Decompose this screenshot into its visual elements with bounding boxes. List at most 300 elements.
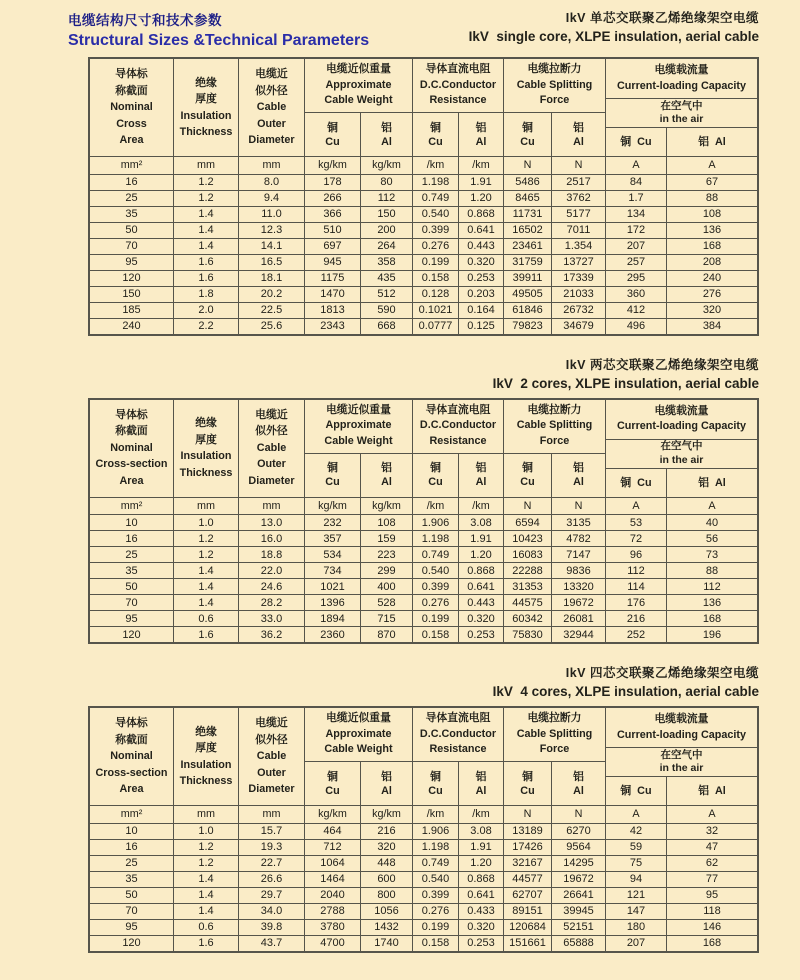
- value-cell: 1.91: [459, 840, 504, 855]
- value-cell: 1470: [305, 287, 361, 302]
- value-cell: 0.540: [413, 872, 459, 887]
- value-cell: 358: [361, 255, 413, 270]
- header-weight-title: 电缆近似重量 Approximate Cable Weight: [305, 400, 412, 454]
- unit-cell: A: [708, 159, 716, 172]
- value-cell: 3135: [552, 515, 606, 530]
- value-cell: 1.2: [174, 175, 239, 190]
- header-resistance-al: 铝 Al: [475, 121, 487, 148]
- value-cell: 216: [606, 611, 667, 626]
- value-cell: 9836: [552, 563, 606, 578]
- value-cell: 120: [90, 271, 174, 286]
- unit-cell: kg/km: [361, 806, 413, 823]
- table-row: [90, 871, 757, 887]
- value-cell: 34.0: [239, 904, 305, 919]
- unit-cell: A: [708, 808, 716, 821]
- value-cell: 3.08: [459, 824, 504, 839]
- value-cell: 1.354: [552, 239, 606, 254]
- value-cell: 590: [361, 303, 413, 318]
- value-cell: 14295: [552, 856, 606, 871]
- value-cell: 1.2: [174, 840, 239, 855]
- unit-cell: A: [606, 498, 667, 515]
- value-cell: 400: [361, 579, 413, 594]
- table-row: [90, 562, 757, 578]
- value-cell: 52151: [552, 920, 606, 935]
- header-splitting-al: 铝 Al: [573, 462, 584, 488]
- value-cell: 32944: [552, 627, 606, 642]
- header-diameter: 电缆近 似外径 Cable Outer Diameter: [239, 59, 305, 156]
- header-weight-title: 电缆近似重量 Approximate Cable Weight: [305, 59, 412, 113]
- header-resistance-cu: 铜 Cu: [413, 454, 459, 497]
- value-cell: 32167: [504, 856, 552, 871]
- value-cell: 13727: [552, 255, 606, 270]
- table-3-title-en: IkV 4 cores, XLPE insulation, aerial cable: [492, 684, 759, 699]
- header-group-weight: [305, 59, 413, 156]
- value-cell: 0.253: [459, 627, 504, 642]
- value-cell: 600: [361, 872, 413, 887]
- value-cell: 88: [705, 564, 719, 577]
- value-cell: 73: [705, 548, 719, 561]
- value-cell: 150: [90, 287, 174, 302]
- page-header: [0, 0, 800, 57]
- header-capacity-al: 铝 Al: [698, 476, 726, 489]
- unit-cell: mm: [174, 498, 239, 515]
- value-cell: 1021: [305, 579, 361, 594]
- header-weight-al: 铝 Al: [381, 770, 392, 797]
- header-resistance-cu: 铜 Cu: [413, 113, 459, 156]
- value-cell: 1.91: [459, 175, 504, 190]
- header-capacity-sub: [606, 469, 757, 497]
- value-cell: 512: [361, 287, 413, 302]
- value-cell: 21033: [552, 287, 606, 302]
- table-row: [90, 206, 757, 222]
- value-cell: 95: [90, 255, 174, 270]
- value-cell: 9.4: [239, 191, 305, 206]
- table-row: [90, 254, 757, 270]
- value-cell: 121: [606, 888, 667, 903]
- value-cell: 9564: [552, 840, 606, 855]
- value-cell: 108: [702, 208, 722, 220]
- value-cell: 320: [361, 840, 413, 855]
- value-cell: 19.3: [239, 840, 305, 855]
- value-cell: 72: [606, 531, 667, 546]
- value-cell: 712: [305, 840, 361, 855]
- table-1-title: [469, 9, 759, 47]
- value-cell: 200: [361, 223, 413, 238]
- header-splitting-cu: 铜 Cu: [504, 762, 552, 805]
- table-1-title-en: IkV single core, XLPE insulation, aerial cable: [468, 29, 759, 44]
- value-cell: 168: [702, 937, 722, 949]
- value-cell: 1.906: [413, 515, 459, 530]
- value-cell: 945: [305, 255, 361, 270]
- value-cell: 276: [702, 288, 722, 300]
- data-table-1: [88, 57, 759, 336]
- value-cell: 26.6: [239, 872, 305, 887]
- table-2-title-en: IkV 2 cores, XLPE insulation, aerial cable: [492, 375, 759, 391]
- value-cell: 734: [305, 563, 361, 578]
- value-cell: 62: [705, 857, 719, 869]
- value-cell: 1.8: [174, 287, 239, 302]
- header-splitting-sub: [504, 762, 605, 805]
- value-cell: 1.6: [174, 936, 239, 951]
- value-cell: 1.4: [174, 563, 239, 578]
- value-cell: 1.4: [174, 904, 239, 919]
- page-title: [68, 9, 369, 50]
- value-cell: 2.2: [174, 319, 239, 334]
- value-cell: 11.0: [239, 207, 305, 222]
- header-splitting-al: 铝 Al: [573, 121, 584, 148]
- header-resistance-sub: [413, 454, 503, 497]
- unit-cell: /km: [459, 157, 504, 174]
- header-group-splitting: [504, 400, 606, 497]
- value-cell: 17426: [504, 840, 552, 855]
- value-cell: 448: [361, 856, 413, 871]
- value-cell: 208: [702, 256, 722, 268]
- value-cell: 1813: [305, 303, 361, 318]
- value-cell: 697: [305, 239, 361, 254]
- value-cell: 1.6: [174, 627, 239, 642]
- header-resistance-al: 铝 Al: [475, 770, 487, 797]
- value-cell: 0.749: [413, 856, 459, 871]
- header-capacity-cu: 铜 Cu: [606, 469, 667, 497]
- value-cell: 0.128: [413, 287, 459, 302]
- value-cell: 0.749: [413, 547, 459, 562]
- header-group-capacity: [606, 59, 757, 156]
- units-row: [90, 497, 757, 515]
- value-cell: 79823: [504, 319, 552, 334]
- unit-cell: mm: [174, 806, 239, 823]
- value-cell: 1.91: [459, 531, 504, 546]
- value-cell: 7011: [552, 223, 606, 238]
- value-cell: 70: [90, 904, 174, 919]
- value-cell: 75: [606, 856, 667, 871]
- value-cell: 1432: [361, 920, 413, 935]
- header-in-the-air: 在空气中 in the air: [606, 440, 757, 469]
- header-weight-cu: 铜 Cu: [305, 762, 361, 805]
- value-cell: 39.8: [239, 920, 305, 935]
- table-row: [90, 270, 757, 286]
- header-capacity-title: 电缆载流量 Current-loading Capacity: [606, 400, 757, 440]
- value-cell: 464: [305, 824, 361, 839]
- value-cell: 96: [606, 547, 667, 562]
- value-cell: 295: [606, 271, 667, 286]
- header-weight-al: 铝 Al: [381, 462, 392, 488]
- header-weight-al: 铝 Al: [381, 121, 392, 148]
- header-weight-sub: [305, 113, 412, 156]
- value-cell: 26081: [552, 611, 606, 626]
- unit-cell: N: [504, 157, 552, 174]
- value-cell: 0.253: [459, 271, 504, 286]
- value-cell: 118: [703, 905, 721, 917]
- value-cell: 40: [705, 516, 719, 529]
- value-cell: 1.4: [174, 872, 239, 887]
- value-cell: 136: [702, 224, 722, 236]
- value-cell: 3780: [305, 920, 361, 935]
- header-group-resistance: [413, 59, 504, 156]
- value-cell: 384: [702, 320, 722, 332]
- table-row: [90, 610, 757, 626]
- value-cell: 23461: [504, 239, 552, 254]
- value-cell: 2517: [552, 175, 606, 190]
- table-row: [90, 919, 757, 935]
- header-nominal: 导体标 称截面 Nominal Cross-section Area: [90, 708, 174, 805]
- value-cell: 264: [361, 239, 413, 254]
- table-row: [90, 594, 757, 610]
- value-cell: 15.7: [239, 824, 305, 839]
- value-cell: 1.198: [413, 531, 459, 546]
- header-splitting-cu: 铜 Cu: [504, 113, 552, 156]
- value-cell: 435: [361, 271, 413, 286]
- value-cell: 136: [702, 596, 722, 609]
- header-capacity-title: 电缆载流量 Current-loading Capacity: [606, 708, 757, 748]
- value-cell: 1.4: [174, 579, 239, 594]
- value-cell: 0.749: [413, 191, 459, 206]
- table-row: [90, 222, 757, 238]
- value-cell: 19672: [552, 872, 606, 887]
- unit-cell: /km: [459, 498, 504, 515]
- value-cell: 33.0: [239, 611, 305, 626]
- table-header: [90, 59, 757, 156]
- value-cell: 0.199: [413, 255, 459, 270]
- header-weight-cu: 铜 Cu: [305, 113, 361, 156]
- value-cell: 1.2: [174, 856, 239, 871]
- header-splitting-sub: [504, 113, 605, 156]
- value-cell: 0.199: [413, 920, 459, 935]
- value-cell: 53: [606, 515, 667, 530]
- header-insulation: 绝缘 厚度 Insulation Thickness: [174, 400, 239, 497]
- value-cell: 80: [361, 175, 413, 190]
- value-cell: 0.868: [459, 872, 504, 887]
- unit-cell: /km: [413, 498, 459, 515]
- value-cell: 1.4: [174, 239, 239, 254]
- header-group-resistance: [413, 400, 504, 497]
- value-cell: 366: [305, 207, 361, 222]
- unit-cell: mm: [239, 157, 305, 174]
- header-capacity-sub: [606, 777, 757, 805]
- value-cell: 14.1: [239, 239, 305, 254]
- header-group-capacity: [606, 708, 757, 805]
- value-cell: 12.3: [239, 223, 305, 238]
- value-cell: 19672: [552, 595, 606, 610]
- value-cell: 2.0: [174, 303, 239, 318]
- value-cell: 180: [606, 920, 667, 935]
- value-cell: 146: [702, 921, 722, 933]
- value-cell: 25: [90, 547, 174, 562]
- value-cell: 159: [361, 531, 413, 546]
- header-group-splitting: [504, 59, 606, 156]
- value-cell: 178: [305, 175, 361, 190]
- value-cell: 0.276: [413, 904, 459, 919]
- value-cell: 1064: [305, 856, 361, 871]
- unit-cell: kg/km: [305, 157, 361, 174]
- table-row: [90, 546, 757, 562]
- value-cell: 13189: [504, 824, 552, 839]
- value-cell: 0.868: [459, 207, 504, 222]
- header-diameter: 电缆近 似外径 Cable Outer Diameter: [239, 400, 305, 497]
- value-cell: 65888: [552, 936, 606, 951]
- units-row: [90, 805, 757, 823]
- value-cell: 22.0: [239, 563, 305, 578]
- value-cell: 29.7: [239, 888, 305, 903]
- value-cell: 16: [90, 840, 174, 855]
- value-cell: 0.443: [459, 239, 504, 254]
- value-cell: 196: [702, 628, 722, 641]
- value-cell: 4700: [305, 936, 361, 951]
- value-cell: 5177: [552, 207, 606, 222]
- value-cell: 31353: [504, 579, 552, 594]
- value-cell: 44577: [504, 872, 552, 887]
- value-cell: 252: [606, 627, 667, 642]
- page-title-en: Structural Sizes &Technical Parameters: [68, 32, 370, 49]
- value-cell: 134: [606, 207, 667, 222]
- value-cell: 1.2: [174, 191, 239, 206]
- value-cell: 668: [361, 319, 413, 334]
- value-cell: 35: [90, 563, 174, 578]
- value-cell: 26641: [552, 888, 606, 903]
- value-cell: 185: [90, 303, 174, 318]
- value-cell: 4782: [552, 531, 606, 546]
- value-cell: 6594: [504, 515, 552, 530]
- value-cell: 357: [305, 531, 361, 546]
- table-row: [90, 530, 757, 546]
- value-cell: 0.868: [459, 563, 504, 578]
- value-cell: 112: [361, 191, 413, 206]
- unit-cell: A: [606, 157, 667, 174]
- value-cell: 89151: [504, 904, 552, 919]
- header-splitting-title: 电缆拉断力 Cable Splitting Force: [504, 708, 605, 762]
- header-group-resistance: [413, 708, 504, 805]
- value-cell: 0.158: [413, 936, 459, 951]
- value-cell: 13.0: [239, 515, 305, 530]
- value-cell: 0.158: [413, 271, 459, 286]
- value-cell: 510: [305, 223, 361, 238]
- value-cell: 114: [606, 579, 667, 594]
- value-cell: 36.2: [239, 627, 305, 642]
- value-cell: 1.4: [174, 207, 239, 222]
- value-cell: 112: [703, 580, 721, 593]
- value-cell: 43.7: [239, 936, 305, 951]
- value-cell: 50: [90, 579, 174, 594]
- value-cell: 176: [606, 595, 667, 610]
- value-cell: 257: [606, 255, 667, 270]
- value-cell: 0.399: [413, 579, 459, 594]
- value-cell: 216: [361, 824, 413, 839]
- header-capacity-title: 电缆载流量 Current-loading Capacity: [606, 59, 757, 99]
- value-cell: 70: [90, 239, 174, 254]
- table-2-title-zh: IkV 两芯交联聚乙烯绝缘架空电缆: [565, 357, 759, 372]
- value-cell: 0.158: [413, 627, 459, 642]
- value-cell: 870: [361, 627, 413, 642]
- value-cell: 0.320: [459, 611, 504, 626]
- page-title-zh: 电缆结构尺寸和技术参数: [68, 13, 222, 28]
- header-nominal: 导体标 称截面 Nominal Cross Area: [90, 59, 174, 156]
- header-weight-title: 电缆近似重量 Approximate Cable Weight: [305, 708, 412, 762]
- value-cell: 120684: [504, 920, 552, 935]
- header-group-weight: [305, 708, 413, 805]
- value-cell: 25: [90, 856, 174, 871]
- unit-cell: N: [552, 157, 606, 174]
- value-cell: 75830: [504, 627, 552, 642]
- value-cell: 0.641: [459, 223, 504, 238]
- value-cell: 232: [305, 515, 361, 530]
- table-header: [90, 708, 757, 805]
- value-cell: 18.1: [239, 271, 305, 286]
- value-cell: 1.198: [413, 840, 459, 855]
- value-cell: 22.7: [239, 856, 305, 871]
- header-splitting-sub: [504, 454, 605, 497]
- value-cell: 3.08: [459, 515, 504, 530]
- value-cell: 42: [606, 824, 667, 839]
- value-cell: 1.20: [459, 547, 504, 562]
- value-cell: 17339: [552, 271, 606, 286]
- value-cell: 1.20: [459, 191, 504, 206]
- value-cell: 25.6: [239, 319, 305, 334]
- value-cell: 108: [361, 515, 413, 530]
- header-weight-sub: [305, 454, 412, 497]
- value-cell: 59: [606, 840, 667, 855]
- value-cell: 10: [90, 824, 174, 839]
- value-cell: 1.6: [174, 271, 239, 286]
- table-row: [90, 839, 757, 855]
- header-capacity-cu: 铜 Cu: [606, 777, 667, 805]
- value-cell: 496: [606, 319, 667, 334]
- value-cell: 412: [606, 303, 667, 318]
- value-cell: 24.6: [239, 579, 305, 594]
- value-cell: 6270: [552, 824, 606, 839]
- value-cell: 16.0: [239, 531, 305, 546]
- header-group-splitting: [504, 708, 606, 805]
- value-cell: 120: [90, 627, 174, 642]
- value-cell: 31759: [504, 255, 552, 270]
- header-insulation: 绝缘 厚度 Insulation Thickness: [174, 708, 239, 805]
- value-cell: 1396: [305, 595, 361, 610]
- value-cell: 44575: [504, 595, 552, 610]
- value-cell: 5486: [504, 175, 552, 190]
- header-capacity-sub: [606, 128, 757, 156]
- value-cell: 147: [606, 904, 667, 919]
- table-row: [90, 318, 757, 334]
- value-cell: 1894: [305, 611, 361, 626]
- header-splitting-al: 铝 Al: [573, 770, 584, 797]
- value-cell: 16: [90, 531, 174, 546]
- value-cell: 0.6: [174, 920, 239, 935]
- table-row: [90, 626, 757, 642]
- unit-cell: mm: [239, 806, 305, 823]
- value-cell: 1.4: [174, 223, 239, 238]
- value-cell: 18.8: [239, 547, 305, 562]
- header-weight-cu: 铜 Cu: [305, 454, 361, 497]
- header-insulation: 绝缘 厚度 Insulation Thickness: [174, 59, 239, 156]
- header-diameter: 电缆近 似外径 Cable Outer Diameter: [239, 708, 305, 805]
- value-cell: 207: [606, 239, 667, 254]
- units-row: [90, 156, 757, 174]
- table-row: [90, 887, 757, 903]
- value-cell: 1.0: [174, 515, 239, 530]
- value-cell: 1.198: [413, 175, 459, 190]
- value-cell: 1.6: [174, 255, 239, 270]
- value-cell: 0.540: [413, 563, 459, 578]
- header-splitting-title: 电缆拉断力 Cable Splitting Force: [504, 59, 605, 113]
- value-cell: 1.906: [413, 824, 459, 839]
- header-weight-sub: [305, 762, 412, 805]
- value-cell: 0.399: [413, 223, 459, 238]
- value-cell: 240: [702, 272, 722, 284]
- value-cell: 1464: [305, 872, 361, 887]
- value-cell: 7147: [552, 547, 606, 562]
- value-cell: 70: [90, 595, 174, 610]
- header-capacity-al: 铝 Al: [698, 136, 726, 148]
- table-row: [90, 935, 757, 951]
- value-cell: 168: [702, 612, 722, 625]
